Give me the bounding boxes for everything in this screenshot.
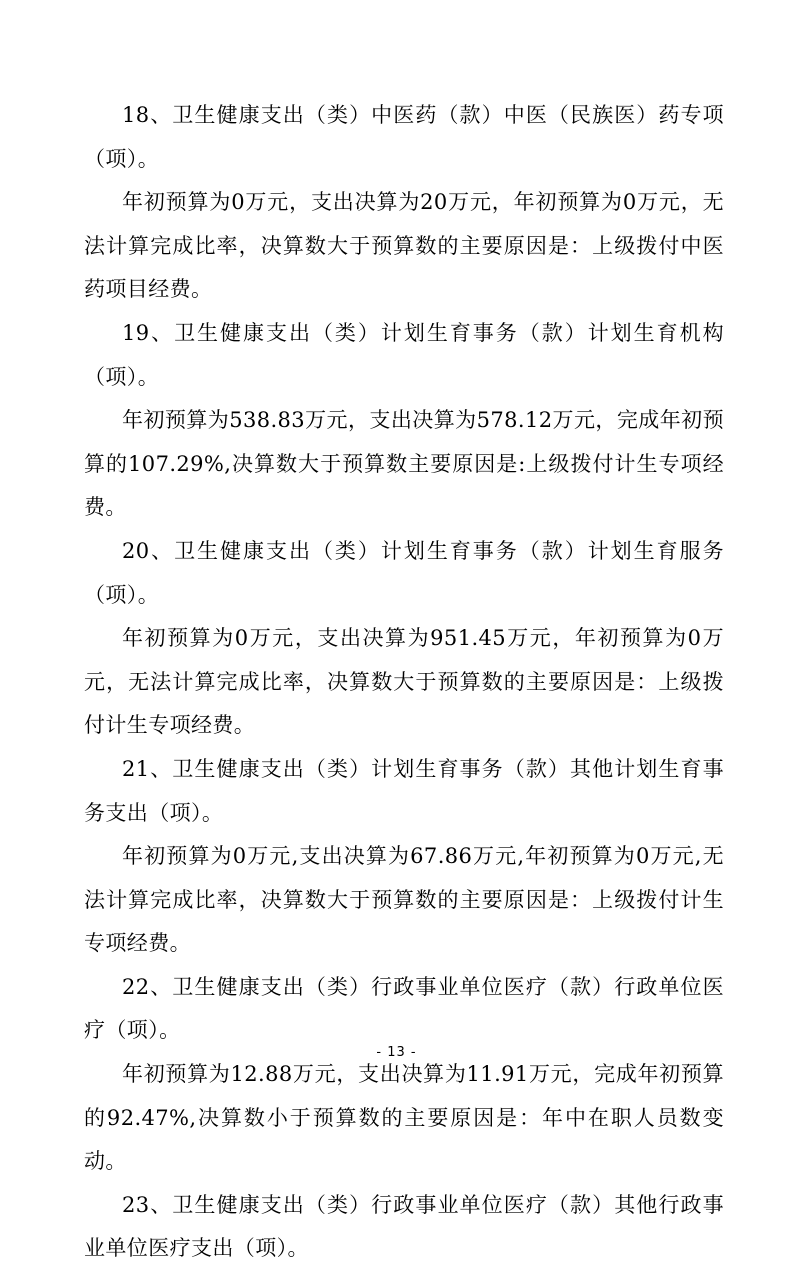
page-number: - 13 -	[376, 1045, 417, 1060]
document-body	[84, 94, 724, 1271]
paragraph-21-detail: 年初预算为0万元,支出决算为67.86万元,年初预算为0万元,无法计算完成比率，决算数大于预算数的主要原因是：上级拨付计生专项经费。	[84, 844, 724, 956]
paragraph-18-detail: 年初预算为0万元，支出决算为20万元，年初预算为0万元，无法计算完成比率，决算数大于预算数的主要原因是：上级拨付中医药项目经费。	[84, 190, 724, 302]
paragraph-21-heading: 21、卫生健康支出（类）计划生育事务（款）其他计划生育事务支出（项）。	[84, 756, 724, 825]
paragraph-18-heading: 18、卫生健康支出（类）中医药（款）中医（民族医）药专项（项）。	[84, 103, 724, 171]
paragraph-22-detail: 年初预算为12.88万元，支出决算为11.91万元，完成年初预算的92.47%,决算数小于预算数的主要原因是：年中在职人员数变动。	[84, 1062, 724, 1174]
paragraph-20-detail: 年初预算为0万元，支出决算为951.45万元，年初预算为0万元，无法计算完成比率，决算数大于预算数的主要原因是：上级拨付计生专项经费。	[84, 626, 724, 738]
paragraph-20-heading: 20、卫生健康支出（类）计划生育事务（款）计划生育服务（项）。	[84, 538, 724, 607]
paragraph-22-heading: 22、卫生健康支出（类）行政事业单位医疗（款）行政单位医疗（项）。	[84, 974, 724, 1043]
paragraph-19-detail: 年初预算为538.83万元，支出决算为578.12万元，完成年初预算的107.29%,决算数大于预算数主要原因是:上级拨付计生专项经费。	[84, 408, 724, 520]
paragraph-19-heading: 19、卫生健康支出（类）计划生育事务（款）计划生育机构（项）。	[84, 320, 724, 389]
paragraph-23-heading: 23、卫生健康支出（类）行政事业单位医疗（款）其他行政事业单位医疗支出（项）。	[84, 1192, 724, 1261]
